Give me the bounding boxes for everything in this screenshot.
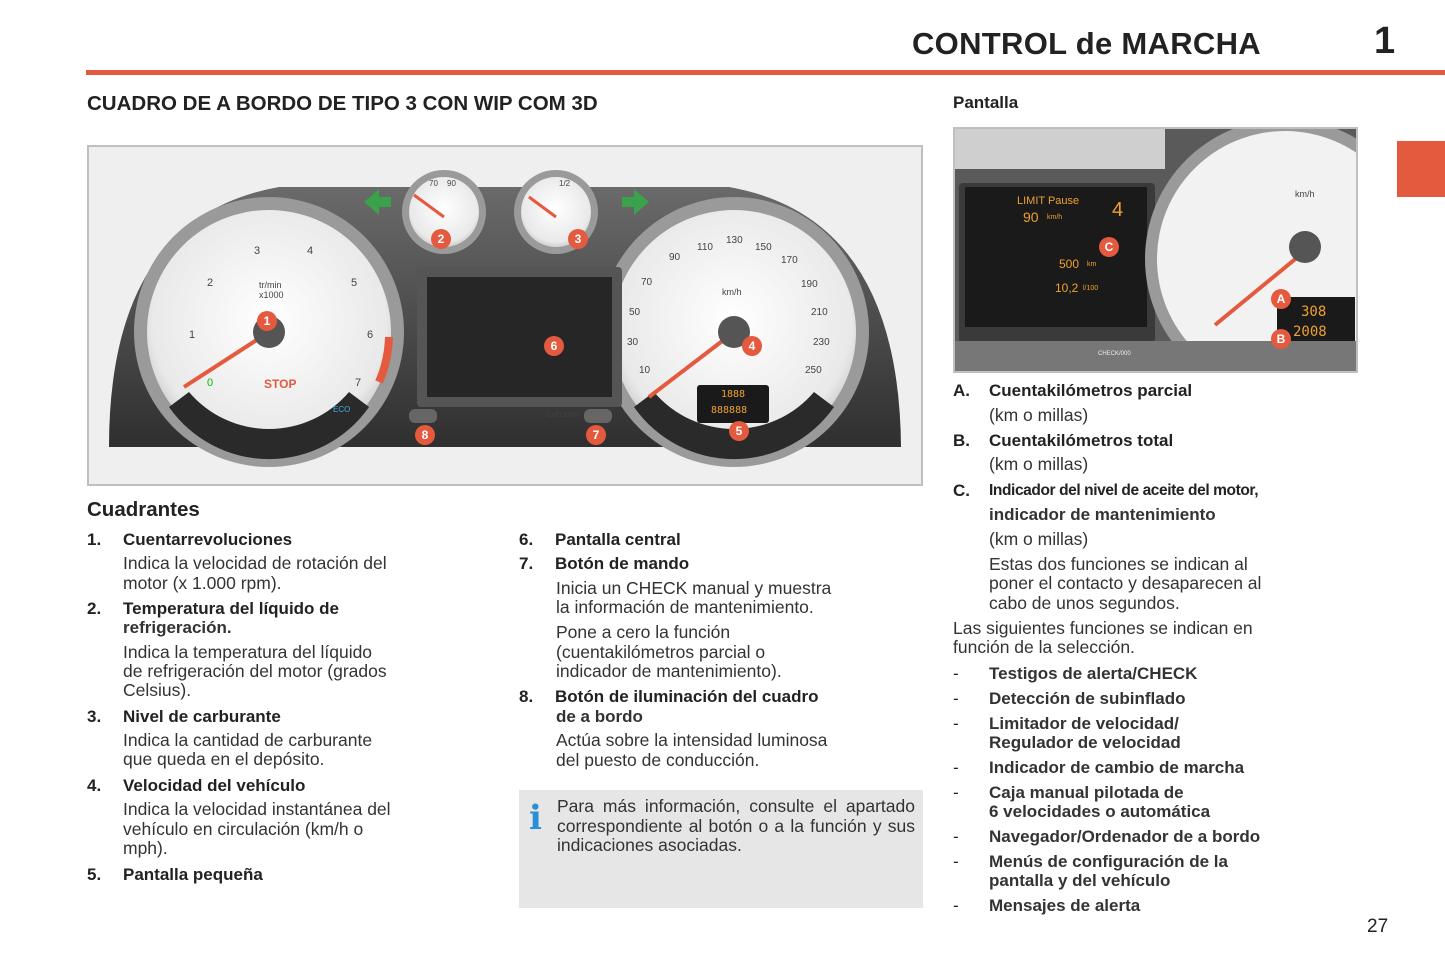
chapter-side-tab xyxy=(1397,141,1445,197)
item-title: Indicador del nivel de aceite del motor, xyxy=(989,482,1259,499)
item-number: A. xyxy=(953,381,970,400)
item-desc: Indica la velocidad instantánea del xyxy=(123,799,391,819)
speed-tick-50: 50 xyxy=(629,307,641,318)
tacho-unit: tr/min xyxy=(259,280,282,290)
tacho-tick-1: 1 xyxy=(189,329,196,341)
check-button-label: CHECK/000 xyxy=(547,413,580,419)
bullet-dash: - xyxy=(953,664,959,683)
item-desc: que queda en el depósito. xyxy=(123,749,325,769)
item-title: Botón de iluminación del cuadro xyxy=(555,687,819,706)
tacho-tick-3: 3 xyxy=(254,245,261,257)
bullet-item: Navegador/Ordenador de a bordo xyxy=(989,827,1261,846)
speed-tick-90: 90 xyxy=(669,252,681,263)
small-lcd-bottom: 888888 xyxy=(711,405,748,416)
tacho-tick-5: 5 xyxy=(351,277,358,289)
item-title: Pantalla central xyxy=(555,530,681,549)
speed-tick-150: 150 xyxy=(755,242,772,253)
callout-A: A xyxy=(1271,289,1291,309)
bullet-dash: - xyxy=(953,783,959,802)
item-desc: Indica la velocidad de rotación del xyxy=(123,553,387,573)
callout-C: C xyxy=(1099,237,1119,257)
consumption-value: 10,2 xyxy=(1055,281,1079,295)
item-title: Pantalla pequeña xyxy=(123,865,263,884)
speed-tick-10: 10 xyxy=(639,365,651,376)
item-desc: Indica la cantidad de carburante xyxy=(123,730,373,750)
pantalla-title: Pantalla xyxy=(953,93,1019,112)
speed-tick-170: 170 xyxy=(781,255,798,266)
callout-2: 2 xyxy=(431,229,451,249)
eco-label: ECO xyxy=(333,405,351,414)
speed-tick-250: 250 xyxy=(805,365,822,376)
callout-6: 6 xyxy=(544,336,564,356)
tacho-tick-7: 7 xyxy=(355,377,362,389)
tacho-tick-2: 2 xyxy=(207,277,214,289)
temp-tick-90: 90 xyxy=(447,179,456,188)
section-title: CUADRO DE A BORDO DE TIPO 3 CON WIP COM 3D xyxy=(87,92,598,115)
tacho-tick-4: 4 xyxy=(307,245,314,257)
tacho-tick-6: 6 xyxy=(367,329,374,341)
tacho-tick-0: 0 xyxy=(207,377,214,389)
pantalla-figure xyxy=(953,127,1358,373)
speed-tick-110: 110 xyxy=(697,242,713,253)
item-number: 8. xyxy=(519,687,534,706)
cuadrantes-heading: Cuadrantes xyxy=(87,498,200,521)
item-title: Botón de mando xyxy=(555,554,690,573)
item-desc: vehículo en circulación (km/h o xyxy=(123,819,364,839)
bullet-item: Testigos de alerta/CHECK xyxy=(989,664,1198,683)
item-desc: Actúa sobre la intensidad luminosa xyxy=(556,730,828,750)
item-title: Nivel de carburante xyxy=(123,707,281,726)
consumption-unit: l/100 xyxy=(1083,285,1099,292)
total-odometer-value: 2008 xyxy=(1293,324,1327,340)
pant-check-label: CHECK/000 xyxy=(1098,351,1131,357)
item-number: 7. xyxy=(519,554,534,573)
item-title: Cuentakilómetros total xyxy=(989,431,1174,450)
callout-4: 4 xyxy=(742,336,762,356)
bullet-item: Menús de configuración de la xyxy=(989,852,1228,871)
speed-tick-30: 30 xyxy=(627,337,639,348)
limit-speed-unit: km/h xyxy=(1047,214,1063,221)
limit-pause-label: LIMIT Pause xyxy=(1017,195,1080,207)
item-number: 6. xyxy=(519,530,534,549)
item-desc: poner el contacto y desaparecen al xyxy=(989,573,1262,593)
callout-1: 1 xyxy=(257,311,277,331)
callout-B: B xyxy=(1271,329,1291,349)
bullet-dash: - xyxy=(953,827,959,846)
callout-8: 8 xyxy=(415,425,435,445)
instrument-cluster-figure xyxy=(87,145,923,486)
speed-tick-230: 230 xyxy=(813,337,830,348)
item-desc: Pone a cero la función xyxy=(556,622,731,642)
item-number: 5. xyxy=(87,865,102,884)
trip-odometer-value: 308 xyxy=(1301,304,1327,320)
bullet-item: Limitador de velocidad/ xyxy=(989,714,1179,733)
callout-3: 3 xyxy=(568,229,588,249)
bullet-dash: - xyxy=(953,689,959,708)
limit-speed-value: 90 xyxy=(1023,209,1039,225)
item-number: 2. xyxy=(87,599,102,618)
pant-speed-unit: km/h xyxy=(1295,189,1315,199)
bullet-dash: - xyxy=(953,852,959,871)
item-desc: Inicia un CHECK manual y muestra xyxy=(556,578,832,598)
header-rule xyxy=(86,70,1445,75)
gear-indicator: 4 xyxy=(1112,199,1124,221)
item-number: 4. xyxy=(87,776,102,795)
info-icon: i xyxy=(529,798,542,838)
bullet-dash: - xyxy=(953,714,959,733)
item-title: Cuentakilómetros parcial xyxy=(989,381,1193,400)
tacho-multiplier: x1000 xyxy=(259,290,284,300)
range-unit: km xyxy=(1087,261,1097,268)
item-desc: mph). xyxy=(123,838,168,858)
speed-tick-130: 130 xyxy=(726,235,743,246)
small-lcd-top: 1888 xyxy=(721,389,746,400)
intro-text: función de la selección. xyxy=(953,637,1135,657)
item-desc: motor (x 1.000 rpm). xyxy=(123,573,282,593)
item-number: 3. xyxy=(87,707,102,726)
bullet-item-cont: Regulador de velocidad xyxy=(989,733,1181,752)
item-title: Temperatura del líquido de xyxy=(123,599,339,618)
chapter-title: CONTROL de MARCHA xyxy=(912,26,1261,61)
item-desc: la información de mantenimiento. xyxy=(556,597,814,617)
intro-text: Las siguientes funciones se indican en xyxy=(953,618,1253,638)
fuel-tick-half: 1/2 xyxy=(559,179,571,188)
bullet-item-cont: pantalla y del vehículo xyxy=(989,871,1171,890)
item-desc: Indica la temperatura del líquido xyxy=(123,642,373,662)
bullet-dash: - xyxy=(953,896,959,915)
item-desc: indicador de mantenimiento). xyxy=(556,661,782,681)
chapter-number: 1 xyxy=(1374,20,1396,62)
item-desc: cabo de unos segundos. xyxy=(989,593,1180,613)
instrument-cluster-illustration xyxy=(89,147,921,484)
page-number: 27 xyxy=(1367,916,1389,937)
item-desc: (km o millas) xyxy=(989,529,1089,549)
bullet-item: Detección de subinflado xyxy=(989,689,1186,708)
speed-tick-190: 190 xyxy=(801,279,818,290)
item-number: C. xyxy=(953,481,970,500)
item-title-cont: de a bordo xyxy=(556,707,643,726)
speed-unit: km/h xyxy=(722,287,742,297)
speed-tick-210: 210 xyxy=(811,307,828,318)
temp-tick-70: 70 xyxy=(429,179,438,188)
item-desc: (km o millas) xyxy=(989,405,1089,425)
callout-7: 7 xyxy=(586,425,606,445)
callout-5: 5 xyxy=(729,421,749,441)
item-desc: Celsius). xyxy=(123,680,192,700)
stop-warning-label: STOP xyxy=(264,377,297,391)
info-text: Para más información, consulte el apartado correspondiente al botón o a la función y sus indicaciones asociadas. xyxy=(557,796,915,855)
item-title-cont: indicador de mantenimiento xyxy=(989,505,1216,524)
item-number: B. xyxy=(953,431,970,450)
item-desc: de refrigeración del motor (grados xyxy=(123,661,387,681)
bullet-dash: - xyxy=(953,758,959,777)
bullet-item: Indicador de cambio de marcha xyxy=(989,758,1245,777)
item-title: Velocidad del vehículo xyxy=(123,776,306,795)
range-value: 500 xyxy=(1059,257,1080,271)
speed-tick-70: 70 xyxy=(641,277,653,288)
item-number: 1. xyxy=(87,530,102,549)
item-desc: del puesto de conducción. xyxy=(556,750,760,770)
item-desc: Estas dos funciones se indican al xyxy=(989,554,1248,574)
item-desc: (cuentakilómetros parcial o xyxy=(556,642,766,662)
item-title-cont: refrigeración. xyxy=(123,618,232,637)
bullet-item: Mensajes de alerta xyxy=(989,896,1141,915)
bullet-item: Caja manual pilotada de xyxy=(989,783,1184,802)
item-title: Cuentarrevoluciones xyxy=(123,530,293,549)
item-desc: (km o millas) xyxy=(989,454,1089,474)
bullet-item-cont: 6 velocidades o automática xyxy=(989,802,1211,821)
